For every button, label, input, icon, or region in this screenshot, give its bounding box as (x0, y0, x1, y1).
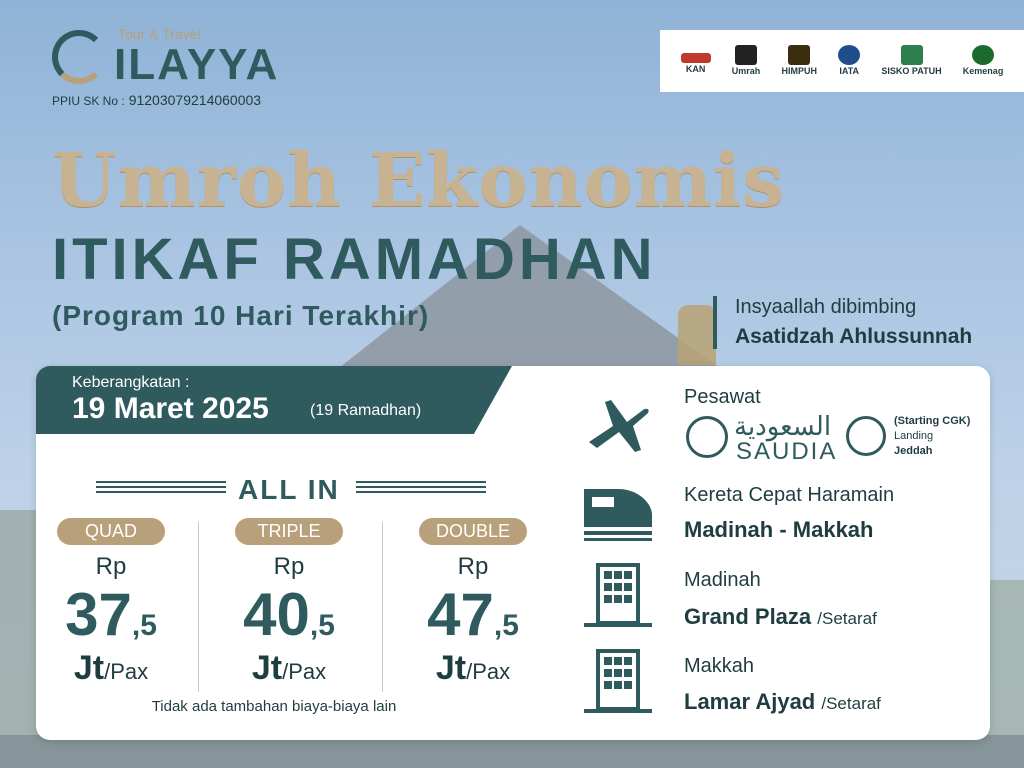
package-currency: Rp (273, 553, 305, 580)
headline-subtitle: ITIKAF RAMADHAN (52, 227, 657, 292)
cert-sisko-patuh: SISKO PATUH (881, 45, 941, 77)
himpuh-logo-icon (788, 45, 810, 65)
airplane-icon (580, 392, 656, 456)
package-double (398, 518, 548, 688)
guide-line-1: Insyaallah dibimbing (735, 296, 917, 318)
kemenag-logo-icon (972, 45, 994, 65)
package-currency: Rp (95, 553, 127, 580)
ppiu-label: PPIU SK No : (52, 94, 125, 108)
departure-label: Keberangkatan : (72, 374, 190, 391)
background-minaret (678, 305, 716, 365)
package-price: 47,5 (427, 581, 519, 648)
iata-logo-icon (838, 45, 860, 65)
brand-name: ILAYYA (114, 40, 280, 89)
kaaba-logo-icon (735, 45, 757, 65)
package-type-badge: QUAD (57, 518, 165, 545)
no-extra-fee-note: Tidak ada tambahan biaya-biaya lain (151, 698, 397, 715)
package-unit: Jt/Pax (435, 649, 511, 687)
cert-iata: IATA (838, 45, 860, 77)
flight-label: Pesawat (684, 386, 761, 408)
package-unit: Jt/Pax (251, 649, 327, 687)
brand-logo (52, 26, 312, 116)
airline-arabic: السعودية (734, 412, 832, 442)
package-unit: Jt/Pax (73, 649, 149, 687)
train-route: Madinah - Makkah (684, 517, 874, 542)
headline-title: Umroh Ekonomis (52, 138, 786, 224)
background-building-left (0, 510, 40, 740)
package-price: 40,5 (243, 581, 335, 648)
ppiu-license (52, 92, 261, 108)
guide-line-2: Asatidzah Ahlussunnah (735, 325, 973, 348)
crescent-logo-icon (52, 30, 106, 84)
departure-date: 19 Maret 2025 (72, 392, 269, 425)
cert-himpuh: HIMPUH (782, 45, 818, 77)
cert-umrah: Umrah (732, 45, 761, 77)
sisko-patuh-logo-icon (901, 45, 923, 65)
guide-note (713, 296, 972, 349)
madinah-hotel: Grand Plaza /Setaraf (684, 604, 877, 629)
hotel-building-icon (580, 562, 656, 626)
cert-kemenag: Kemenag (963, 45, 1004, 77)
package-triple (214, 518, 364, 688)
package-divider (198, 522, 199, 692)
makkah-hotel: Lamar Ajyad /Setaraf (684, 689, 881, 714)
landing-info: (Starting CGK) Landing Jeddah (894, 415, 971, 457)
package-price: 37,5 (65, 581, 157, 648)
package-divider (382, 522, 383, 692)
allin-rule-right (356, 481, 486, 493)
background-building-right (984, 580, 1024, 750)
allin-label: ALL IN (238, 474, 340, 505)
saudia-logo (686, 412, 976, 464)
train-label: Kereta Cepat Haramain (684, 484, 895, 506)
brand-tagline: Tour & Travel (118, 26, 201, 42)
train-icon (580, 480, 656, 544)
allin-rule-left (96, 481, 226, 493)
certification-strip (660, 30, 1024, 92)
package-quad (36, 518, 186, 688)
kan-logo-icon (681, 53, 711, 63)
hotel-building-icon (580, 648, 656, 712)
skyteam-icon (846, 416, 886, 456)
ppiu-number: 91203079214060003 (128, 92, 262, 108)
saudia-emblem-icon (686, 416, 728, 458)
departure-note: (19 Ramadhan) (310, 402, 422, 419)
madinah-city: Madinah (684, 569, 761, 591)
package-currency: Rp (457, 553, 489, 580)
makkah-city: Makkah (684, 655, 755, 677)
airline-name: SAUDIA (736, 438, 838, 465)
cert-kan: KAN (681, 47, 711, 75)
package-type-badge: TRIPLE (235, 518, 343, 545)
program-label: (Program 10 Hari Terakhir) (52, 300, 430, 331)
package-type-badge: DOUBLE (419, 518, 527, 545)
